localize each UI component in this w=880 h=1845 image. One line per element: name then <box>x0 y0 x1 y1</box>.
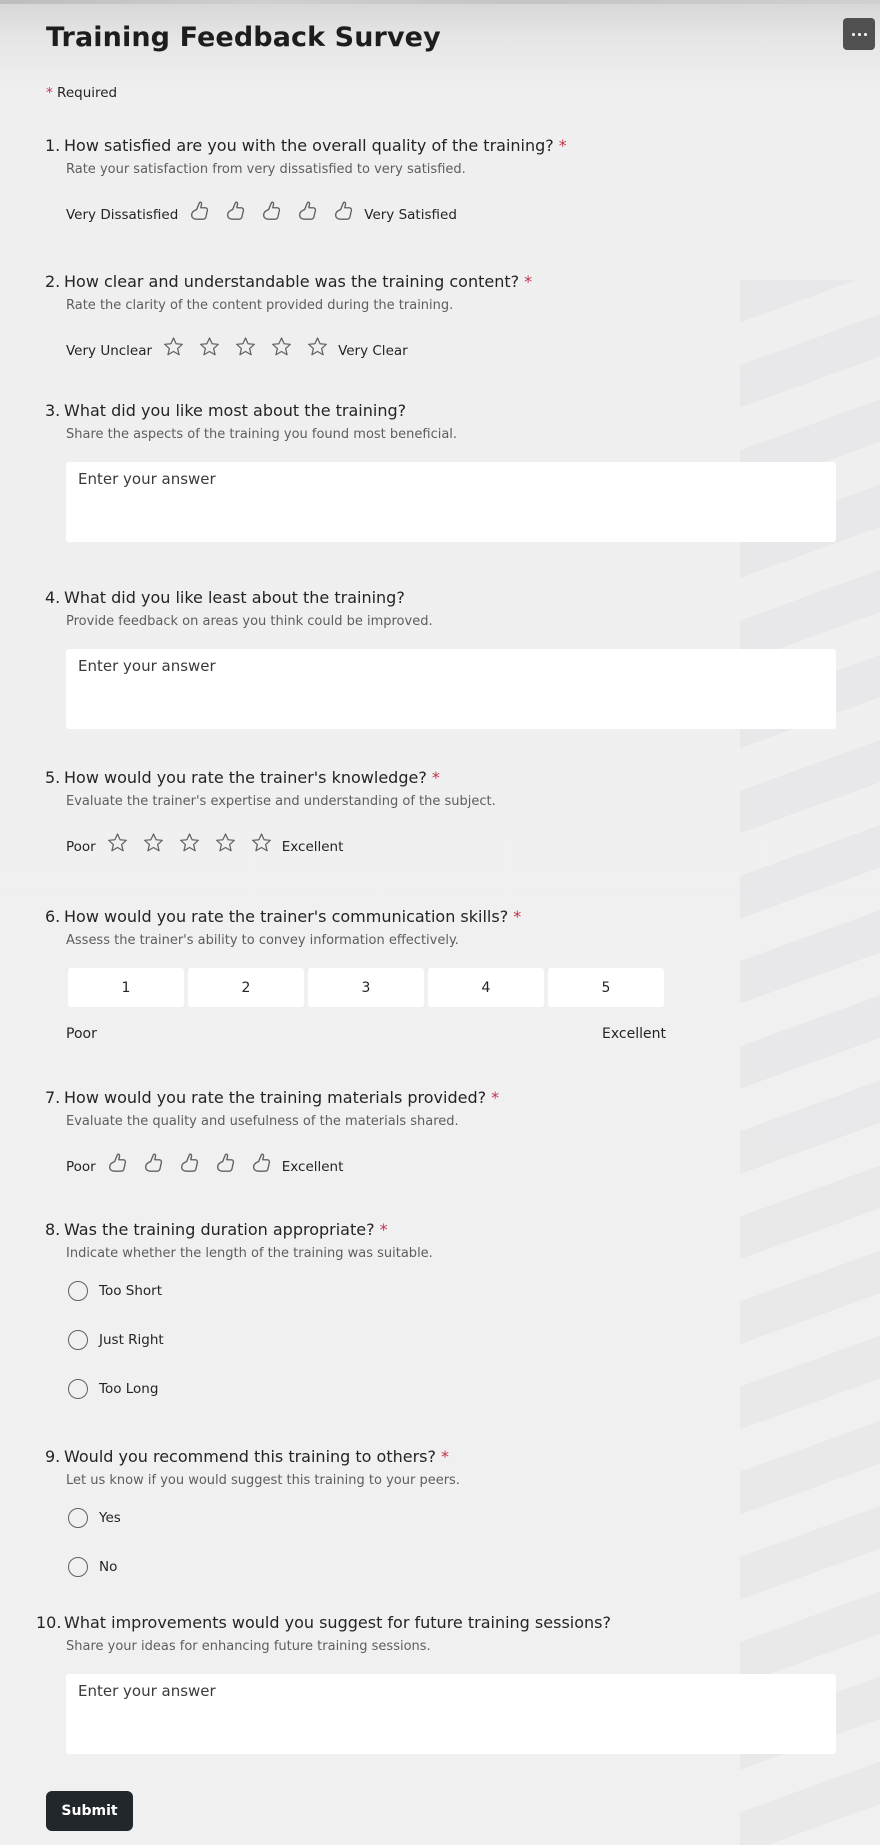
question-number: 8. <box>45 1220 61 1239</box>
question-subtitle: Let us know if you would suggest this training to your peers. <box>66 1473 460 1488</box>
choice-group <box>68 1507 836 1578</box>
required-asterisk: * <box>491 1088 500 1107</box>
radio-button[interactable] <box>68 1330 88 1350</box>
question-number: 6. <box>45 907 61 926</box>
answer-textarea[interactable] <box>66 1674 836 1754</box>
radio-button[interactable] <box>68 1557 88 1577</box>
question-subtitle: Indicate whether the length of the training was suitable. <box>66 1246 433 1261</box>
required-asterisk: * <box>558 136 567 155</box>
thumbs-up-icon[interactable] <box>332 199 355 223</box>
thumbs-up-icon[interactable] <box>250 1151 273 1175</box>
question-text: What did you like most about the training? <box>64 401 407 420</box>
form-title: Training Feedback Survey <box>46 22 441 53</box>
question-3 <box>46 401 836 546</box>
question-title <box>46 136 836 155</box>
radio-button[interactable] <box>68 1379 88 1399</box>
scale-low-label: Poor <box>66 1026 97 1042</box>
question-text: How would you rate the training materials provided? <box>64 1088 487 1107</box>
thumbs-up-icon[interactable] <box>142 1151 165 1175</box>
question-4 <box>46 588 836 733</box>
choice-group <box>68 1280 836 1400</box>
rating-low-label: Poor <box>66 1159 96 1175</box>
option-label: Too Short <box>99 1283 162 1299</box>
required-label: Required <box>57 85 118 101</box>
choice-option[interactable] <box>68 1507 836 1529</box>
scale-labels <box>66 1026 666 1042</box>
scale-high-label: Excellent <box>602 1026 666 1042</box>
question-subtitle: Evaluate the quality and usefulness of the materials shared. <box>66 1114 459 1129</box>
question-text: How would you rate the trainer's knowledge? <box>64 768 427 787</box>
star-icon[interactable] <box>178 831 201 855</box>
thumbs-up-icon[interactable] <box>214 1151 237 1175</box>
rating-high-label: Very Satisfied <box>364 207 457 223</box>
required-asterisk: * <box>524 272 533 291</box>
question-number: 10. <box>36 1613 62 1632</box>
scale-option-1[interactable]: 1 <box>68 968 184 1007</box>
required-asterisk: * <box>513 907 522 926</box>
question-text: Was the training duration appropriate? <box>64 1220 375 1239</box>
radio-button[interactable] <box>68 1508 88 1528</box>
question-text: How satisfied are you with the overall quality of the training? <box>64 136 554 155</box>
choice-option[interactable] <box>68 1378 836 1400</box>
thumbs-up-icon[interactable] <box>106 1151 129 1175</box>
question-subtitle: Provide feedback on areas you think could be improved. <box>66 614 433 629</box>
question-title <box>46 907 836 926</box>
thumbs-up-icon[interactable] <box>188 199 211 223</box>
thumbs-up-icon[interactable] <box>178 1151 201 1175</box>
choice-option[interactable] <box>68 1280 836 1302</box>
more-dots-icon <box>864 33 867 36</box>
question-10 <box>36 1613 836 1758</box>
option-label: Yes <box>99 1510 121 1526</box>
required-asterisk: * <box>431 768 440 787</box>
question-subtitle: Evaluate the trainer's expertise and understanding of the subject. <box>66 794 496 809</box>
thumbs-up-icon[interactable] <box>224 199 247 223</box>
question-title <box>46 588 836 607</box>
question-9 <box>46 1447 836 1605</box>
question-text: How clear and understandable was the training content? <box>64 272 520 291</box>
required-asterisk: * <box>379 1220 388 1239</box>
star-icon[interactable] <box>214 831 237 855</box>
required-asterisk: * <box>46 85 53 101</box>
star-icon[interactable] <box>162 335 185 359</box>
question-text: Would you recommend this training to others? <box>64 1447 436 1466</box>
scale-option-5[interactable]: 5 <box>548 968 664 1007</box>
thumbs-rating <box>66 199 836 223</box>
question-title <box>46 401 836 420</box>
more-dots-icon <box>858 33 861 36</box>
question-text: How would you rate the trainer's communication skills? <box>64 907 509 926</box>
scale-option-2[interactable]: 2 <box>188 968 304 1007</box>
number-scale <box>68 968 836 1007</box>
star-rating <box>66 831 836 855</box>
choice-option[interactable] <box>68 1556 836 1578</box>
question-6 <box>46 907 836 1042</box>
thumbs-up-icon[interactable] <box>296 199 319 223</box>
option-label: No <box>99 1559 118 1575</box>
star-rating <box>66 335 836 359</box>
question-number: 2. <box>45 272 61 291</box>
star-icon[interactable] <box>250 831 273 855</box>
question-number: 9. <box>45 1447 61 1466</box>
question-8 <box>46 1220 836 1427</box>
question-text: What did you like least about the training? <box>64 588 405 607</box>
question-subtitle: Rate the clarity of the content provided during the training. <box>66 298 454 313</box>
answer-textarea[interactable] <box>66 462 836 542</box>
option-label: Too Long <box>99 1381 159 1397</box>
option-label: Just Right <box>99 1332 164 1348</box>
rating-low-label: Poor <box>66 839 96 855</box>
rating-low-label: Very Unclear <box>66 343 153 359</box>
question-text: What improvements would you suggest for future training sessions? <box>64 1613 611 1632</box>
question-subtitle: Rate your satisfaction from very dissatisfied to very satisfied. <box>66 162 466 177</box>
question-7 <box>46 1088 836 1175</box>
question-subtitle: Assess the trainer's ability to convey information effectively. <box>66 933 459 948</box>
star-icon[interactable] <box>142 831 165 855</box>
star-icon[interactable] <box>270 335 293 359</box>
rating-high-label: Very Clear <box>338 343 408 359</box>
choice-option[interactable] <box>68 1329 836 1351</box>
question-subtitle: Share the aspects of the training you found most beneficial. <box>66 427 458 442</box>
scale-option-4[interactable]: 4 <box>428 968 544 1007</box>
question-title <box>36 1613 836 1632</box>
rating-low-label: Very Dissatisfied <box>66 207 179 223</box>
rating-high-label: Excellent <box>281 1159 344 1175</box>
question-number: 7. <box>45 1088 61 1107</box>
question-title <box>46 768 836 787</box>
required-asterisk: * <box>441 1447 449 1466</box>
question-2 <box>46 272 836 359</box>
star-icon[interactable] <box>198 335 221 359</box>
question-title <box>46 1088 836 1107</box>
question-number: 5. <box>45 768 61 787</box>
question-number: 1. <box>45 136 61 155</box>
submit-button[interactable]: Submit <box>46 1791 133 1831</box>
more-options-button[interactable] <box>843 18 875 50</box>
header-banner-strip <box>0 0 880 4</box>
thumbs-rating <box>66 1151 836 1175</box>
question-title <box>46 1447 836 1466</box>
star-icon[interactable] <box>306 335 329 359</box>
answer-textarea[interactable] <box>66 649 836 729</box>
star-icon[interactable] <box>106 831 129 855</box>
question-number: 3. <box>45 401 61 420</box>
question-1 <box>46 136 836 223</box>
star-icon[interactable] <box>234 335 257 359</box>
scale-option-3[interactable]: 3 <box>308 968 424 1007</box>
question-subtitle: Share your ideas for enhancing future training sessions. <box>66 1639 431 1654</box>
question-title <box>46 1220 836 1239</box>
thumbs-up-icon[interactable] <box>260 199 283 223</box>
more-dots-icon <box>852 33 855 36</box>
required-note <box>46 85 117 101</box>
question-number: 4. <box>45 588 61 607</box>
radio-button[interactable] <box>68 1281 88 1301</box>
question-5 <box>46 768 836 855</box>
rating-high-label: Excellent <box>281 839 344 855</box>
question-title <box>46 272 836 291</box>
